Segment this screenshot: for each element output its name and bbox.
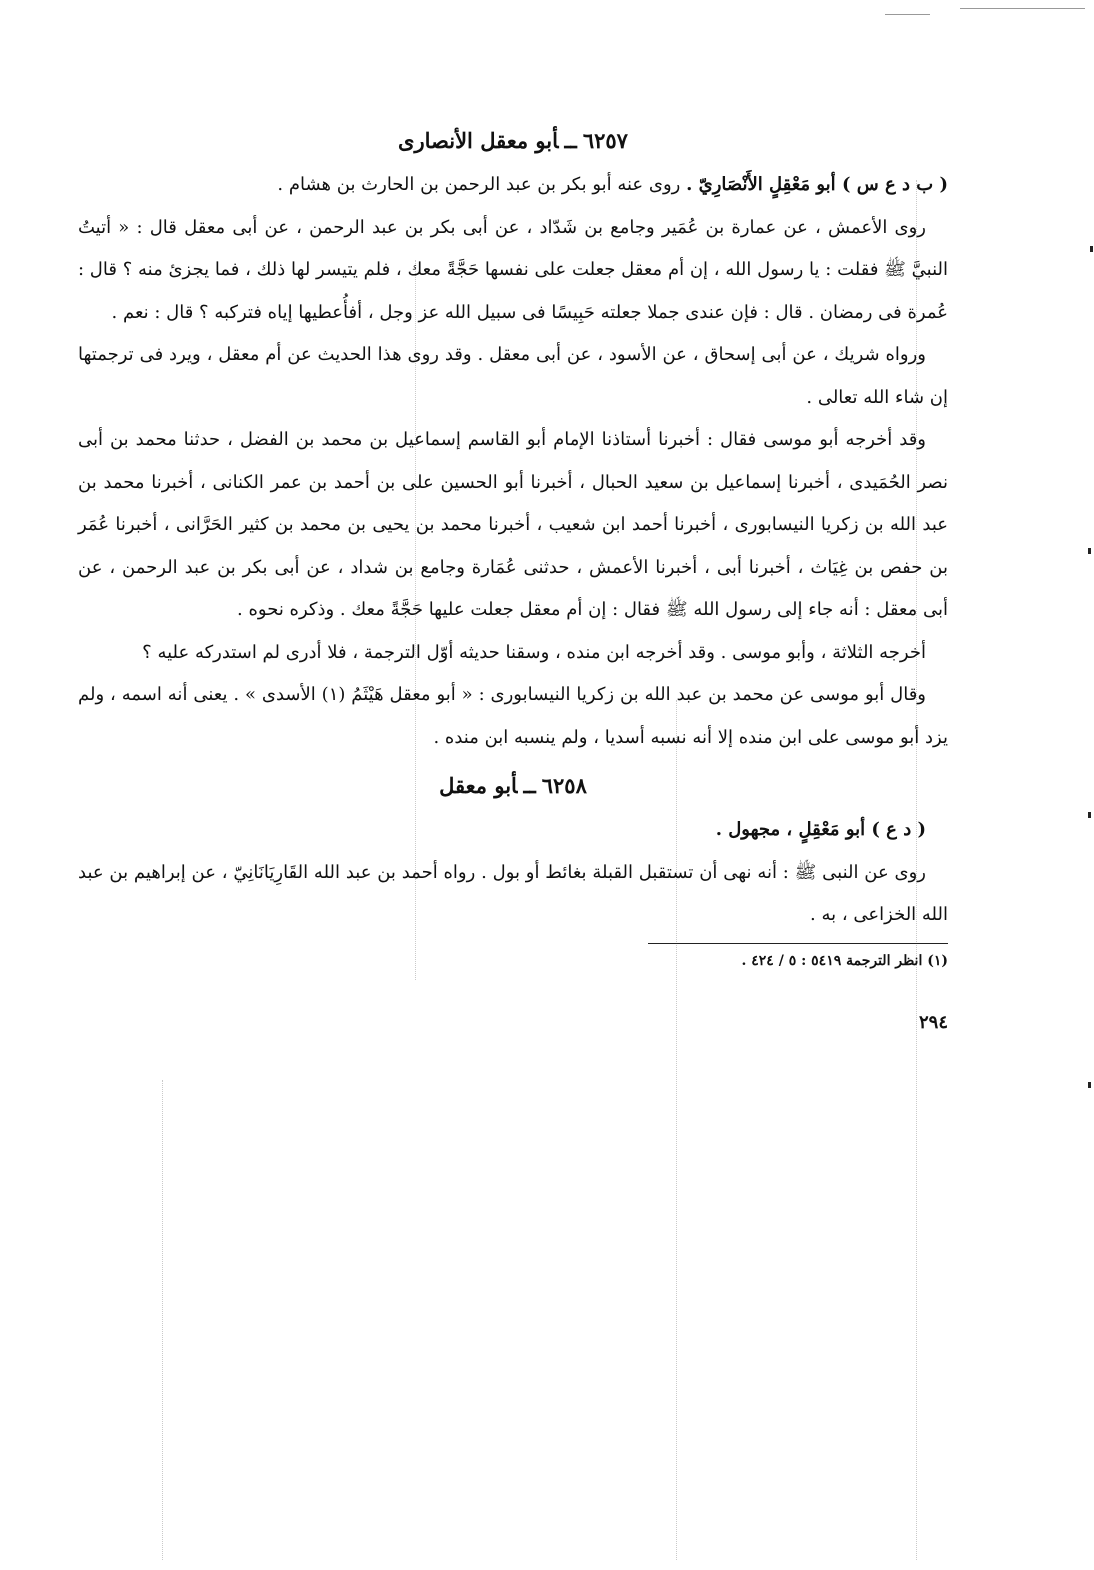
footnote: (١) انظر الترجمة ٥٤١٩ : ٥ / ٤٢٤ . — [741, 952, 948, 969]
entry-separator: ــ — [523, 773, 536, 798]
entry-separator: ــ — [564, 128, 577, 153]
scan-edge-mark — [1088, 548, 1091, 554]
entry-lead: ( ب د ع س ) أبو مَعْقِلٍ الأَنْصَارِيّ . — [686, 174, 948, 195]
book-page — [78, 118, 948, 1036]
entry-paragraph — [78, 852, 948, 937]
entry-name: أبو معقل — [439, 773, 518, 798]
paragraph-text: وقد أخرجه أبو موسى فقال : أخبرنا أستاذنا الإمام أبو القاسم إسماعيل بن محمد بن الفضل ، حدثنا محمد بن أبى نصر الحُمَيدى ، أخبرنا إسماعيل بن سعيد الحبال ، أخبرنا أبو الحسين على بن أحمد بن عمر الكنانى ، أخبرنا محمد بن عبد الله بن زكريا النيسابورى ، أخبرنا أحمد ابن شعيب ، أخبرنا محمد بن يحيى بن محمد بن كثير الحَرَّانى ، أخبرنا عُمَر بن حفص بن غِيَاث ، أخبرنا أبى ، أخبرنا الأعمش ، حدثنى عُمَارة وجامع بن شداد ، عن أبى بكر بن عبد الرحمن ، عن أبى معقل : أنه جاء إلى رسول الله ﷺ فقال : إن أم معقل جعلت عليها حَجَّةً معك . وذكره نحوه . — [78, 429, 948, 620]
entry-heading-6258 — [78, 763, 948, 809]
paragraph-text: وقال أبو موسى عن محمد بن عبد الله بن زكريا النيسابورى : « أبو معقل هَيْثَمُ (١) الأسدى » . يعنى أنه اسمه ، ولم يزد أبو موسى على ابن منده إلا أنه نسبه أسديا ، ولم ينسبه ابن منده . — [78, 684, 948, 748]
scan-edge-mark — [1088, 1082, 1091, 1088]
scan-edge-line-right — [960, 8, 1085, 9]
scan-guide-line — [162, 1080, 163, 1560]
footnote-rule — [648, 943, 948, 944]
page-number: ٢٩٤ — [918, 1011, 948, 1033]
paragraph-text: ورواه شريك ، عن أبى إسحاق ، عن الأسود ، عن أبى معقل . وقد روى هذا الحديث عن أم معقل ، ويرد فى ترجمتها إن شاء الله تعالى . — [78, 344, 948, 408]
entry-paragraph — [78, 164, 948, 207]
entry-paragraph — [78, 334, 948, 419]
scan-edge-line-left — [885, 14, 930, 15]
scan-edge-mark — [1088, 812, 1091, 818]
entry-lead: ( د ع ) أبو مَعْقِلٍ ، مجهول . — [715, 819, 926, 840]
entry-paragraph — [78, 207, 948, 335]
paragraph-text: روى عنه أبو بكر بن عبد الرحمن بن الحارث بن هشام . — [277, 174, 687, 195]
entry-paragraph — [78, 674, 948, 759]
entry-paragraph — [78, 809, 948, 852]
scan-edge-mark — [1090, 246, 1093, 252]
entry-number: ٦٢٥٨ — [541, 773, 587, 798]
entry-paragraph — [78, 632, 948, 675]
paragraph-text: أخرجه الثلاثة ، وأبو موسى . وقد أخرجه ابن منده ، وسقنا حديثه أوّل الترجمة ، فلا أدرى لم استدركه عليه ؟ — [142, 641, 926, 663]
paragraph-text: روى عن النبى ﷺ : أنه نهى أن تستقبل القبلة بغائط أو بول . رواه أحمد بن عبد الله القَارِيَانَانِيّ ، عن إبراهيم بن عبد الله الخزاعى ، به . — [78, 861, 948, 925]
entry-name: أبو معقل الأنصارى — [398, 128, 559, 153]
entry-paragraph — [78, 419, 948, 632]
paragraph-text: روى الأعمش ، عن عمارة بن عُمَير وجامع بن شَدّاد ، عن أبى بكر بن عبد الرحمن ، عن أبى معقل قال : « أتيتُ النبيَّ ﷺ فقلت : يا رسول الله ، إن أم معقل جعلت على نفسها حَجَّةً معك ، فلم يتيسر لها ذلك ، فما يجزئ منه ؟ قال : عُمرة فى رمضان . قال : فإن عندى جملا جعلته حَبِيسًا فى سبيل الله عز وجل ، أفأُعطيها إياه فتركبه ؟ قال : نعم . — [78, 216, 948, 323]
entry-heading-6257 — [78, 118, 948, 164]
entry-number: ٦٢٥٧ — [582, 128, 628, 153]
